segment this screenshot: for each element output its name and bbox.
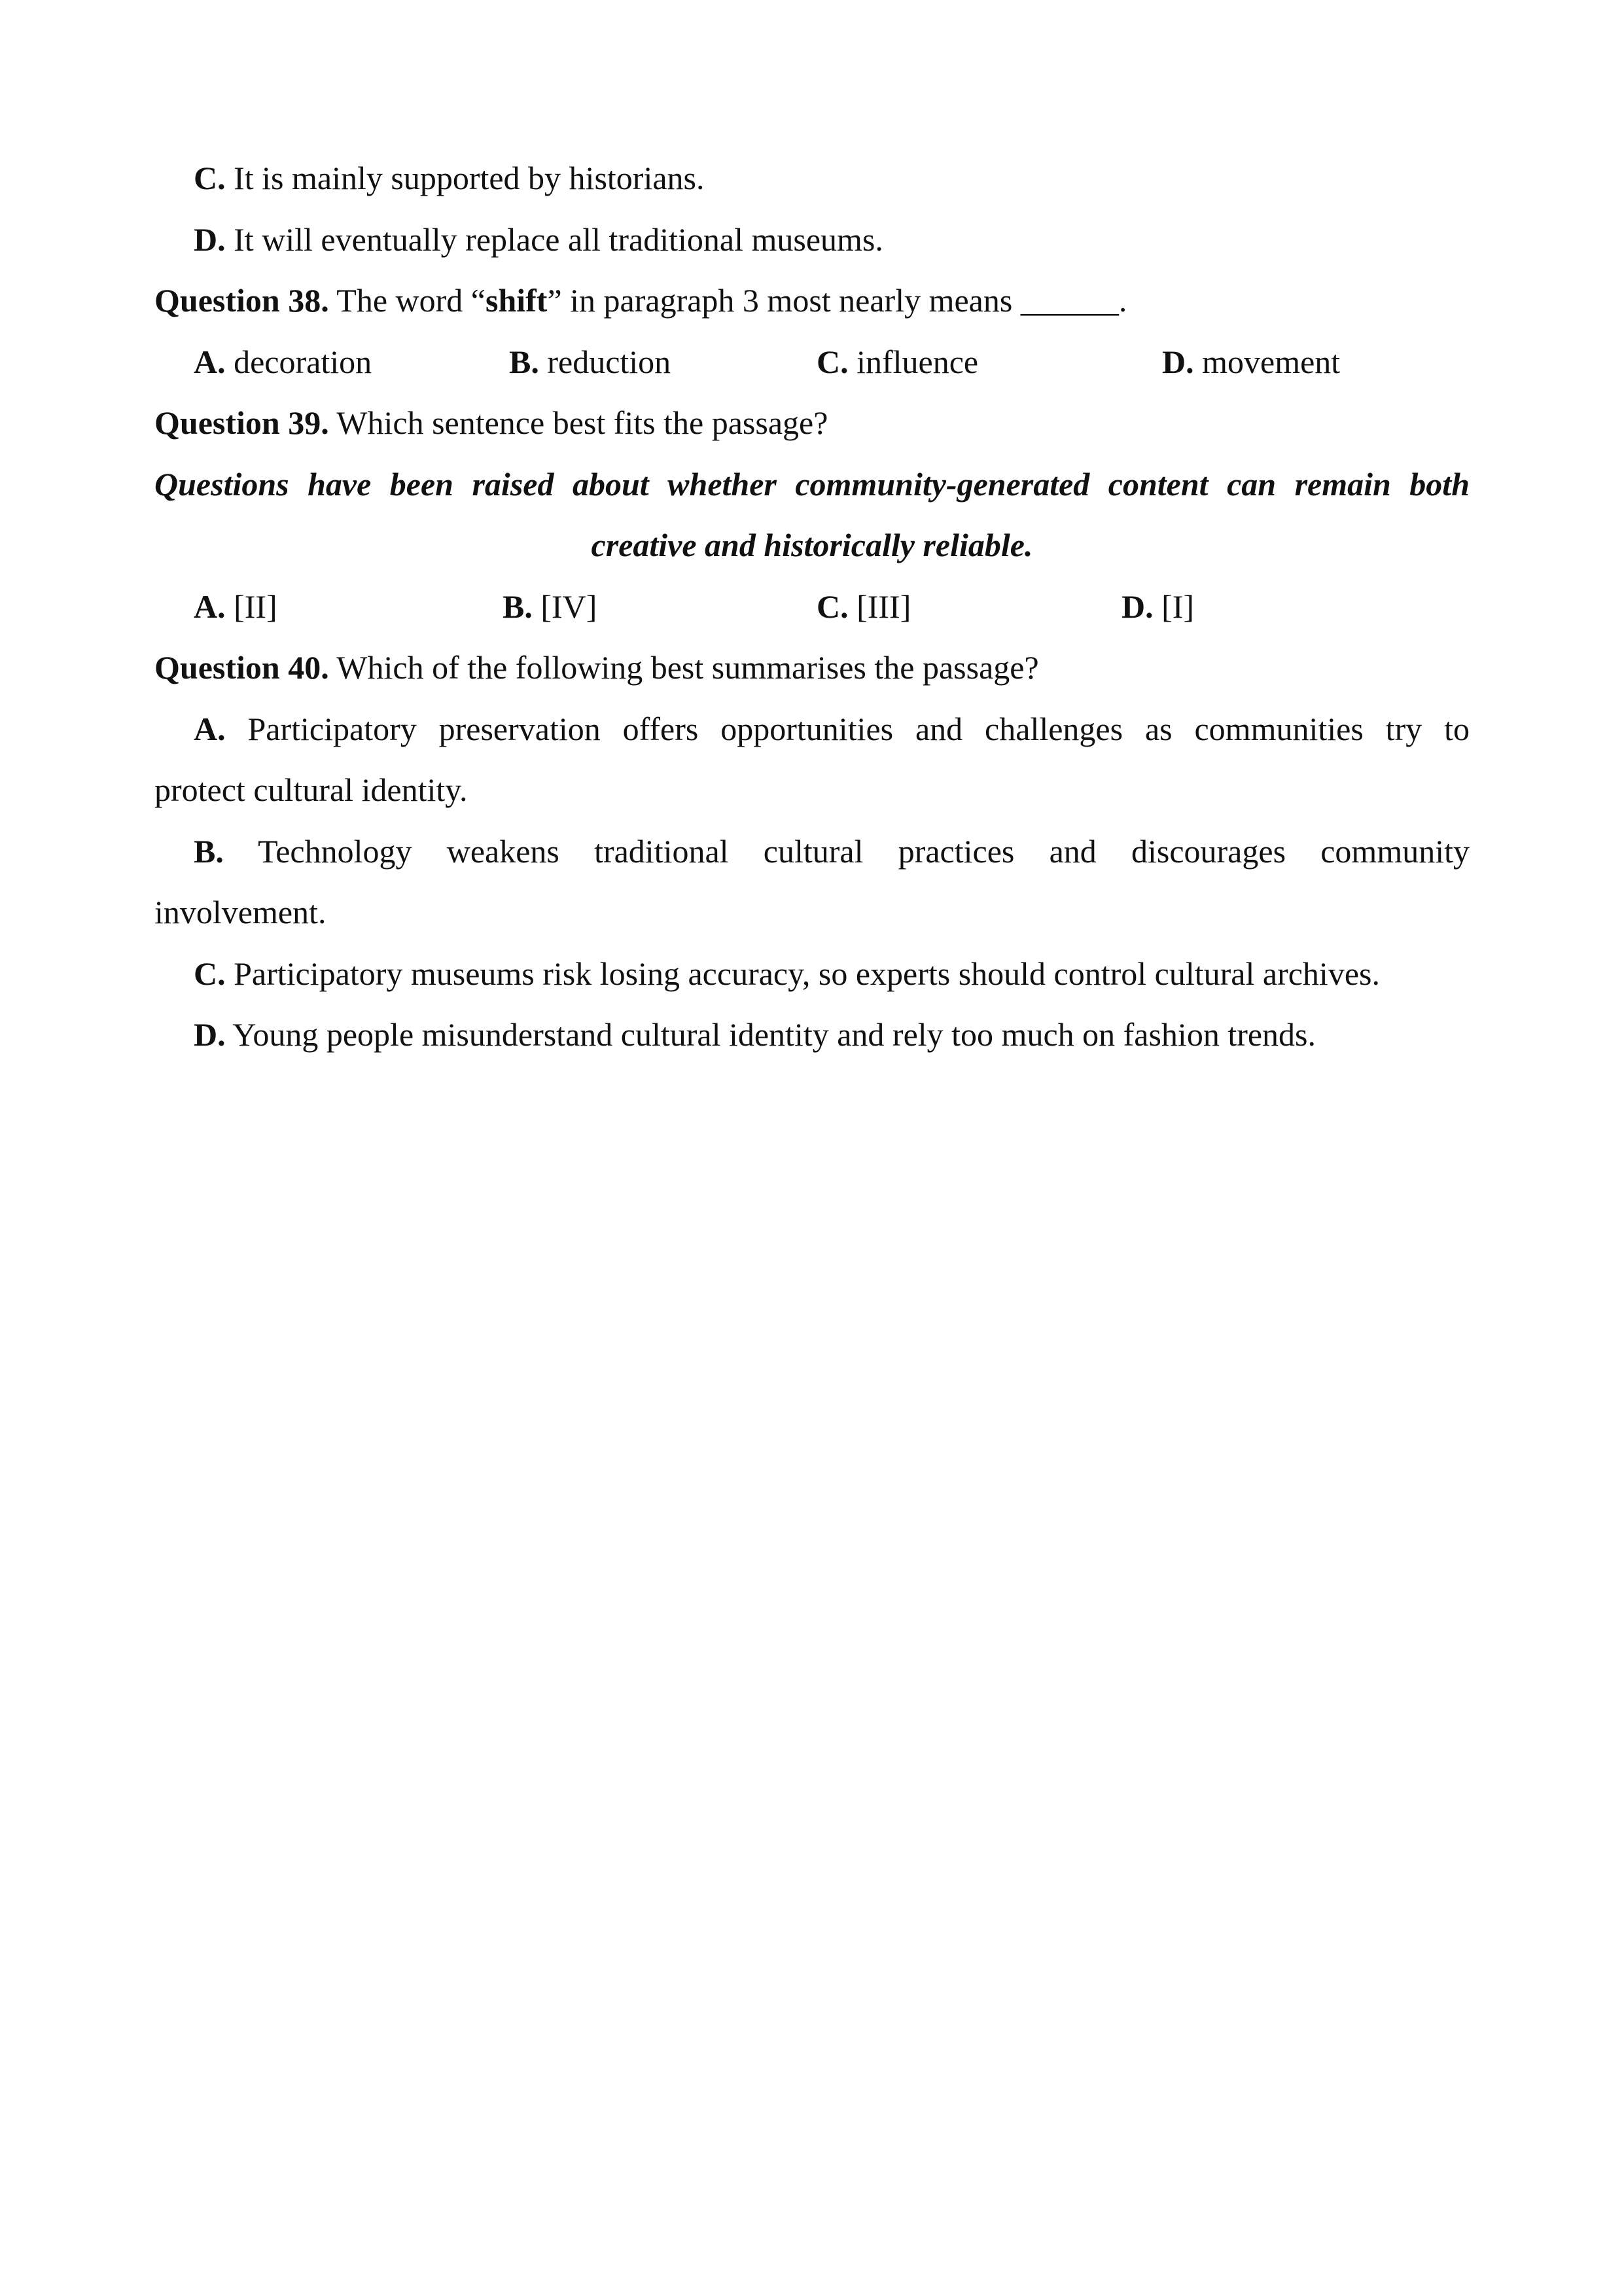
option-text: [I]: [1153, 588, 1195, 625]
option-letter: B.: [194, 832, 224, 870]
option-letter: C.: [817, 588, 849, 625]
q38-stem: [154, 270, 1470, 332]
stem-keyword: shift: [485, 282, 548, 319]
q39-option-d: [1121, 576, 1194, 638]
stem-text: The word “: [328, 282, 485, 319]
q40-option-d: [154, 1004, 1470, 1066]
option-letter: C.: [817, 343, 849, 380]
option-letter: D.: [1162, 343, 1194, 380]
q39-quote-line2: creative and historically reliable.: [591, 527, 1033, 563]
option-text: [III]: [848, 588, 911, 625]
option-letter: A.: [194, 710, 226, 747]
question-label: Question 39.: [154, 404, 329, 441]
q38-option-c: [817, 332, 978, 393]
option-text: It is mainly supported by historians.: [225, 160, 705, 196]
q39-quote-line1: Questions have been raised about whether community-generated content can remain both: [154, 465, 1470, 503]
q39-stem: [154, 393, 1470, 454]
question-label: Question 38.: [154, 282, 329, 319]
option-text: [II]: [225, 588, 277, 625]
option-text: reduction: [538, 343, 671, 380]
q39-options: [154, 576, 1470, 638]
option-letter: C.: [194, 955, 226, 992]
q40-option-a-line1: [154, 699, 1470, 760]
option-letter: C.: [194, 160, 226, 196]
option-text: movement: [1193, 343, 1341, 380]
stem-text: ” in paragraph 3 most nearly means ______.: [547, 282, 1127, 319]
option-text: Technology weakens traditional cultural practices and discourages community: [223, 832, 1470, 870]
option-letter: D.: [194, 1016, 226, 1053]
option-text: Participatory preservation offers opportunities and challenges as communities try to: [225, 710, 1470, 747]
option-letter: B.: [509, 343, 539, 380]
q40-option-b-line2: involvement.: [154, 894, 327, 930]
option-text: influence: [848, 343, 979, 380]
q40-option-b-line1: [154, 821, 1470, 883]
q37-option-c: [154, 148, 1470, 209]
q38-option-a: [194, 332, 372, 393]
q40-stem: [154, 637, 1470, 699]
stem-text: Which of the following best summarises the passage?: [328, 649, 1039, 686]
option-letter: A.: [194, 588, 226, 625]
q39-option-b: [503, 576, 597, 638]
option-text: decoration: [225, 343, 372, 380]
q40-option-a-line2: protect cultural identity.: [154, 771, 468, 808]
option-text: Participatory museums risk losing accuracy, so experts should control cultural archives.: [225, 955, 1380, 992]
q40-option-c: [154, 944, 1470, 1005]
q38-option-b: [509, 332, 671, 393]
q38-option-d: [1162, 332, 1340, 393]
option-letter: A.: [194, 343, 226, 380]
option-text: It will eventually replace all traditional museums.: [225, 221, 883, 258]
option-letter: B.: [503, 588, 533, 625]
option-letter: D.: [194, 221, 226, 258]
q39-option-c: [817, 576, 911, 638]
q39-option-a: [194, 576, 277, 638]
option-text: Young people misunderstand cultural identity and rely too much on fashion trends.: [225, 1016, 1316, 1053]
q37-option-d: [154, 209, 1470, 271]
q38-options: [154, 332, 1470, 393]
option-text: [IV]: [532, 588, 597, 625]
question-label: Question 40.: [154, 649, 329, 686]
exam-page: [154, 148, 1470, 1066]
stem-text: Which sentence best fits the passage?: [328, 404, 828, 441]
option-letter: D.: [1121, 588, 1154, 625]
